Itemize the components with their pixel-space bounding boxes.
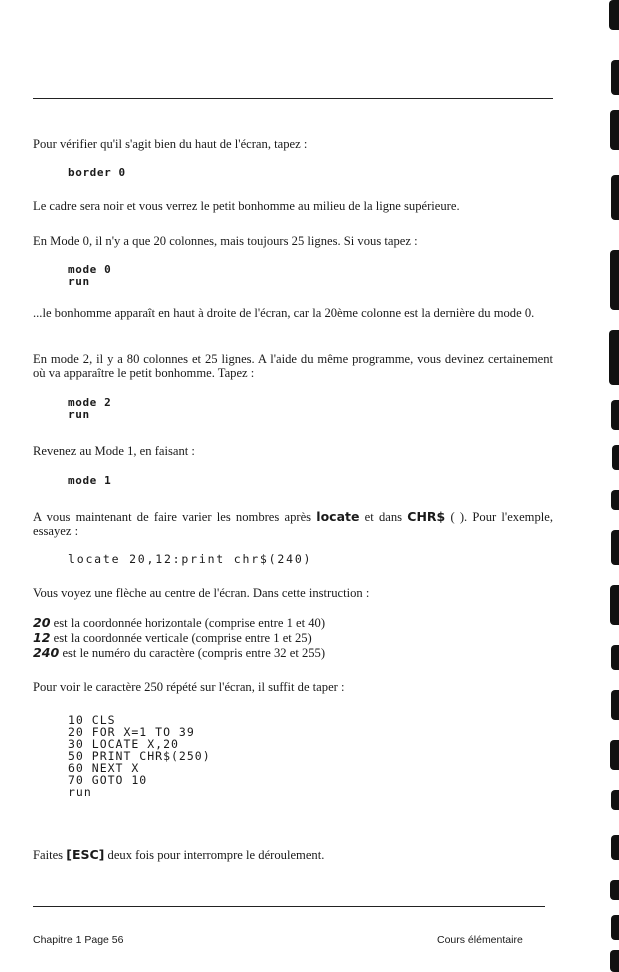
code-locate: locate 20,12:print chr$(240) xyxy=(68,552,313,566)
scan-mark xyxy=(610,880,619,900)
paragraph-6: Revenez au Mode 1, en faisant : xyxy=(33,444,195,458)
code-mode2: mode 2 run xyxy=(68,396,112,421)
definition-20-number: 20 xyxy=(33,615,51,630)
scan-mark xyxy=(609,0,619,30)
scan-mark xyxy=(611,60,619,95)
definition-240 xyxy=(33,646,553,660)
definition-20-text: est la coordonnée horizontale (comprise entre 1 et 40) xyxy=(50,616,326,630)
code-program: 10 CLS 20 FOR X=1 TO 39 30 LOCATE X,20 50 PRINT CHR$(250) 60 NEXT X 70 GOTO 10 run xyxy=(68,713,211,799)
definition-20 xyxy=(33,616,553,630)
code-border: border 0 xyxy=(68,166,126,179)
scan-mark xyxy=(611,490,619,510)
scan-mark xyxy=(611,690,619,720)
keyword-locate: locate xyxy=(316,509,360,524)
definition-240-number: 240 xyxy=(33,645,60,660)
scan-mark xyxy=(612,445,619,470)
scan-mark xyxy=(611,645,619,670)
paragraph-7-text-c: ( ). Pour l'exemple, essayez : xyxy=(33,510,553,538)
paragraph-10 xyxy=(33,848,553,862)
code-mode1: mode 1 xyxy=(68,474,112,487)
scan-mark xyxy=(611,400,619,430)
scan-mark xyxy=(610,250,619,310)
scan-edge-marks xyxy=(607,0,619,972)
scan-mark xyxy=(611,175,619,220)
scan-mark xyxy=(611,790,619,810)
scan-mark xyxy=(610,110,619,150)
paragraph-3: En Mode 0, il n'y a que 20 colonnes, mais toujours 25 lignes. Si vous tapez : xyxy=(33,234,418,248)
definition-240-text: est le numéro du caractère (compris entre 32 et 255) xyxy=(59,646,326,660)
paragraph-10-text-b: deux fois pour interrompre le déroulement. xyxy=(104,848,325,862)
scan-mark xyxy=(611,915,619,940)
paragraph-7 xyxy=(33,510,553,538)
paragraph-7-text-b: et dans xyxy=(359,510,408,524)
scan-mark xyxy=(610,950,619,972)
paragraph-1: Pour vérifier qu'il s'agit bien du haut de l'écran, tapez : xyxy=(33,137,308,151)
paragraph-8: Vous voyez une flèche au centre de l'écran. Dans cette instruction : xyxy=(33,586,370,600)
keyword-esc: [ESC] xyxy=(66,847,105,862)
scan-mark xyxy=(609,330,619,385)
paragraph-5: En mode 2, il y a 80 colonnes et 25 lignes. A l'aide du même programme, vous devinez certainement où va apparaître le petit bonhomme. Tapez : xyxy=(33,352,553,380)
definition-12-text: est la coordonnée verticale (comprise entre 1 et 25) xyxy=(50,631,312,645)
scan-mark xyxy=(610,740,619,770)
footer-chapter-page: Chapitre 1 Page 56 xyxy=(33,934,124,946)
paragraph-9: Pour voir le caractère 250 répété sur l'écran, il suffit de taper : xyxy=(33,680,345,694)
bottom-rule xyxy=(33,906,545,907)
definition-12-number: 12 xyxy=(33,630,51,645)
paragraph-7-text-a: A vous maintenant de faire varier les nombres après xyxy=(33,510,317,524)
paragraph-2: Le cadre sera noir et vous verrez le petit bonhomme au milieu de la ligne supérieure. xyxy=(33,199,460,213)
scan-mark xyxy=(611,835,619,860)
top-rule xyxy=(33,98,553,99)
code-mode0: mode 0 run xyxy=(68,263,112,288)
footer-section-title: Cours élémentaire xyxy=(437,934,523,946)
paragraph-10-text-a: Faites xyxy=(33,848,67,862)
paragraph-4: ...le bonhomme apparaît en haut à droite de l'écran, car la 20ème colonne est la dernière du mode 0. xyxy=(33,306,535,320)
keyword-chr: CHR$ xyxy=(407,509,446,524)
definition-12 xyxy=(33,631,553,645)
scan-mark xyxy=(610,585,619,625)
scan-mark xyxy=(611,530,619,565)
